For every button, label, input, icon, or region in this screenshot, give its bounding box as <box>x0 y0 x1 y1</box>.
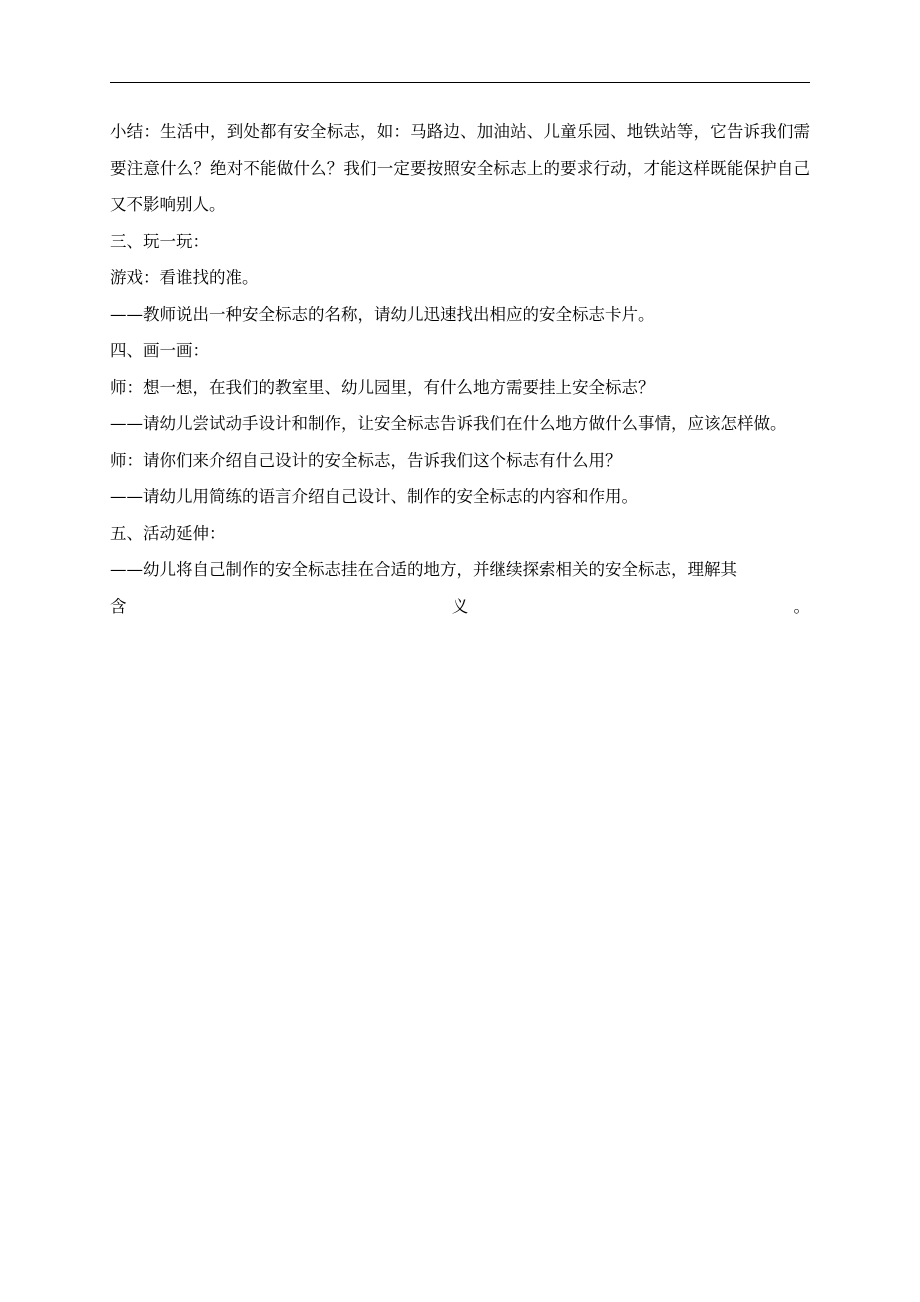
section-heading-extension: 五、活动延伸： <box>110 523 226 543</box>
last-line-char-2: 义 <box>451 596 469 616</box>
section-heading-draw: 四、画一画： <box>110 341 209 360</box>
summary-paragraph: 小结：生活中，到处都有安全标志，如：马路边、加油站、儿童乐园、地铁站等，它告诉我们需要注意什么？绝对不能做什么？我们一定要按照安全标志上的要求行动，才能这样既能保护自己又不影响别人。 <box>110 122 810 214</box>
introduce-instruction: ——请幼儿用简练的语言介绍自己设计、制作的安全标志的内容和作用。 <box>110 487 638 506</box>
extension-first-line: ——幼儿将自己制作的安全标志挂在合适的地方，并继续探索相关的安全标志，理解其 <box>110 560 737 579</box>
extension-paragraph <box>110 552 810 625</box>
extension-last-line <box>110 589 810 626</box>
teacher-question-2: 师：请你们来介绍自己设计的安全标志，告诉我们这个标志有什么用？ <box>110 450 622 470</box>
game-instruction: ——教师说出一种安全标志的名称，请幼儿迅速找出相应的安全标志卡片。 <box>110 304 655 324</box>
teacher-question-1: 师：想一想，在我们的教室里、幼儿园里，有什么地方需要挂上安全标志？ <box>110 377 655 397</box>
header-rule <box>110 82 810 83</box>
last-line-char-1: 含 <box>110 596 127 616</box>
section-heading-play: 三、玩一玩： <box>110 231 209 251</box>
design-instruction: ——请幼儿尝试动手设计和制作，让安全标志告诉我们在什么地方做什么事情，应该怎样做。 <box>110 414 787 433</box>
last-line-char-3: 。 <box>793 596 810 616</box>
game-title: 游戏：看谁找的准。 <box>110 268 259 287</box>
document-body <box>110 114 810 625</box>
